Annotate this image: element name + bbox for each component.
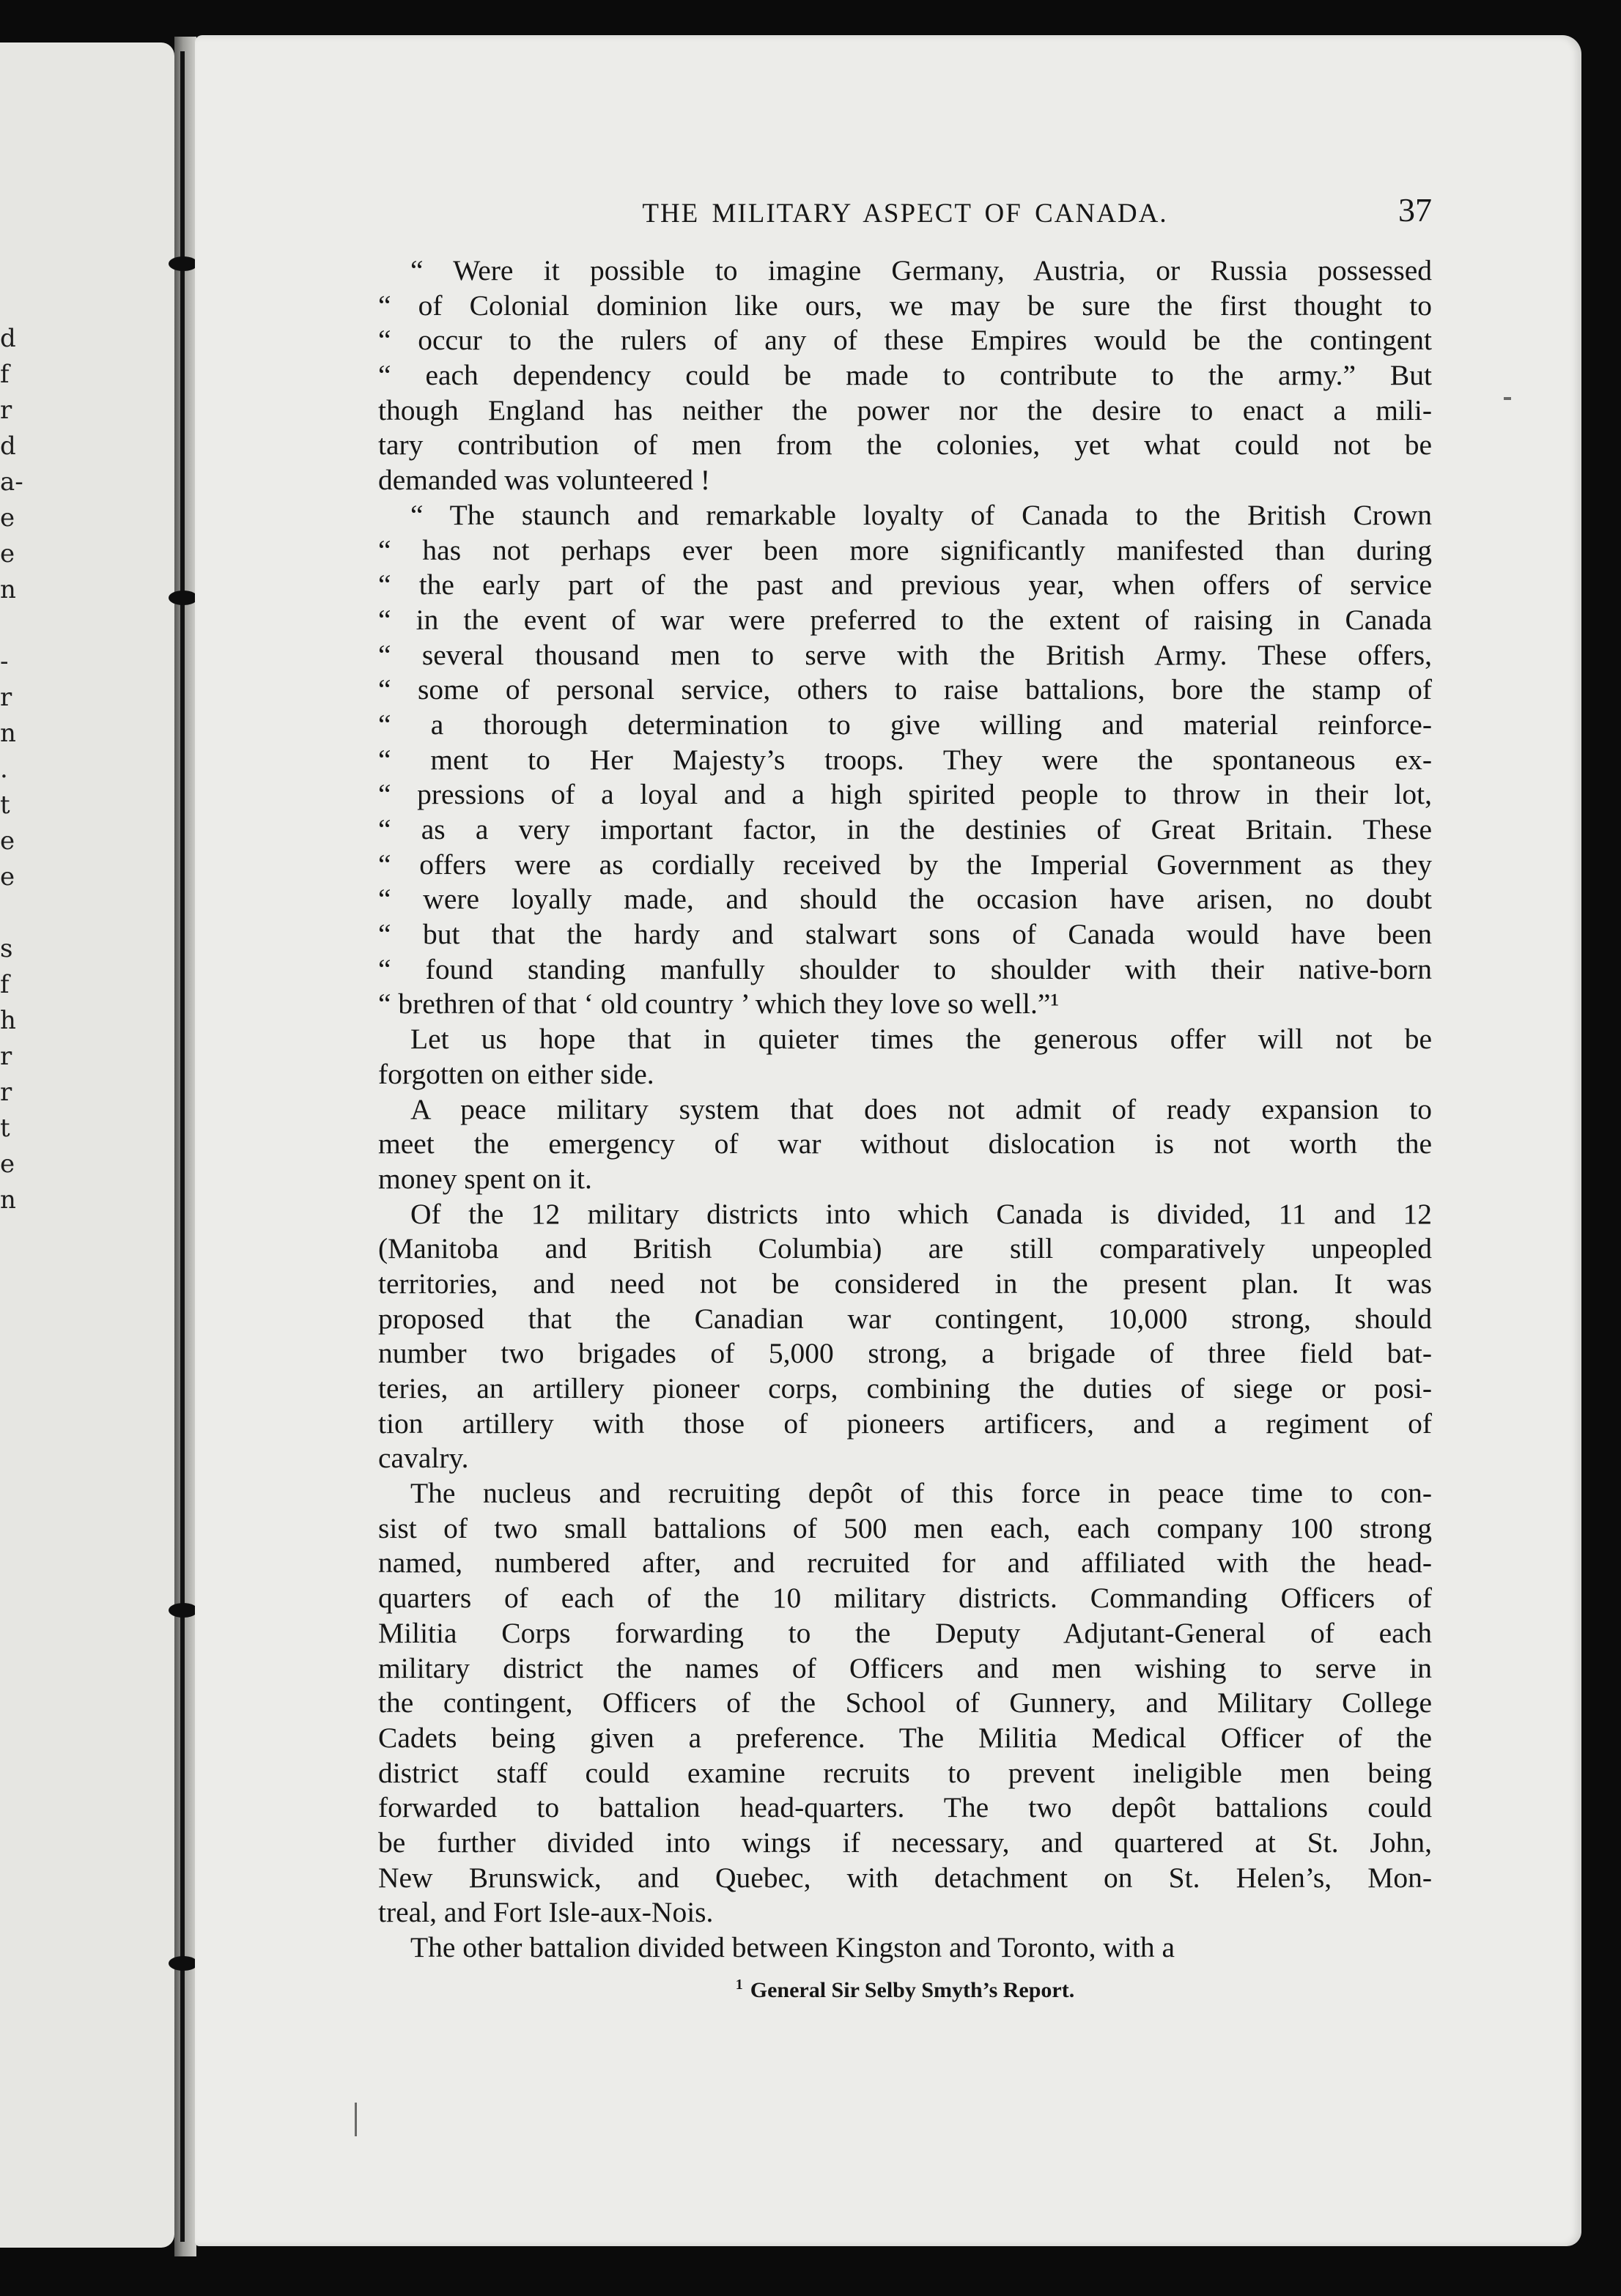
text-line: “ several thousand men to serve with the British Army. These offers, <box>378 638 1432 671</box>
text-line: “ as a very important factor, in the destinies of Great Britain. These <box>378 813 1432 845</box>
text-line: “ offers were as cordially received by the Imperial Government as they <box>378 848 1432 881</box>
text-line: territories, and need not be considered in the present plan. It was <box>378 1267 1432 1300</box>
page-number: 37 <box>1398 191 1432 229</box>
text-line: Militia Corps forwarding to the Deputy Adjutant-General of each <box>378 1616 1432 1649</box>
text-line: tary contribution of men from the colonies, yet what could not be <box>378 429 1432 462</box>
facing-page-letter: . <box>0 755 8 784</box>
text-line: “ found standing manfully shoulder to shoulder with their native-born <box>378 952 1432 985</box>
facing-page-letter: d <box>0 432 16 461</box>
text-line: named, numbered after, and recruited for and affiliated with the head- <box>378 1547 1432 1580</box>
text-line: money spent on it. <box>378 1162 592 1195</box>
text-line: be further divided into wings if necessary, and quartered at St. John, <box>378 1826 1432 1859</box>
facing-page-letter: t <box>0 1114 10 1143</box>
text-line: New Brunswick, and Quebec, with detachment on St. Helen’s, Mon- <box>378 1861 1432 1894</box>
text-line: “ ment to Her Majesty’s troops. They were the spontaneous ex- <box>378 743 1432 776</box>
text-line: “ brethren of that ‘ old country ’ which they love so well.”¹ <box>378 988 1060 1021</box>
text-line: Let us hope that in quieter times the generous offer will not be <box>410 1023 1432 1056</box>
text-line: “ of Colonial dominion like ours, we may be sure the first thought to <box>378 289 1432 322</box>
text-line: though England has neither the power nor the desire to enact a mili- <box>378 393 1432 426</box>
text-line: (Manitoba and British Columbia) are still comparatively unpeopled <box>378 1232 1432 1265</box>
binding-gutter <box>174 37 196 2256</box>
text-line: The other battalion divided between Kingston and Toronto, with a <box>410 1931 1175 1963</box>
facing-page-letter: n <box>0 1185 16 1215</box>
footnote-text: General Sir Selby Smyth’s Report. <box>750 1977 1075 2002</box>
facing-page-letter: s <box>0 934 13 963</box>
text-line: demanded was volunteered ! <box>378 464 710 497</box>
facing-page-sliver <box>0 42 174 2248</box>
stray-ink-mark <box>1504 397 1511 400</box>
facing-page-letter: e <box>0 503 15 533</box>
facing-page-letter: e <box>0 539 15 569</box>
facing-page-letters <box>0 321 23 1218</box>
text-line: “ has not perhaps ever been more significantly manifested than during <box>378 533 1432 566</box>
text-line: the contingent, Officers of the School of Gunnery, and Military College <box>378 1686 1432 1719</box>
text-line: Cadets being given a preference. The Militia Medical Officer of the <box>378 1721 1432 1754</box>
page-text <box>378 188 1432 2005</box>
running-head-title: THE MILITARY ASPECT OF CANADA. <box>642 199 1168 229</box>
text-line: number two brigades of 5,000 strong, a brigade of three field bat- <box>378 1337 1432 1370</box>
stray-ink-mark <box>355 2103 357 2136</box>
text-line: treal, and Fort Isle-aux-Nois. <box>378 1896 714 1929</box>
text-line: tion artillery with those of pioneers artificers, and a regiment of <box>378 1407 1432 1440</box>
text-line: teries, an artillery pioneer corps, combining the duties of siege or posi- <box>378 1372 1432 1404</box>
facing-page-letter <box>0 895 16 931</box>
facing-page-letter: d <box>0 324 16 353</box>
facing-page-letter: n <box>0 575 16 604</box>
facing-page-letter: r <box>0 1078 12 1107</box>
text-line: A peace military system that does not admit of ready expansion to <box>410 1092 1432 1125</box>
facing-page-letter: e <box>0 862 15 892</box>
text-line: quarters of each of the 10 military districts. Commanding Officers of <box>378 1582 1432 1615</box>
facing-page-letter: e <box>0 826 15 856</box>
body-text <box>378 253 1432 1966</box>
running-head <box>378 188 1432 253</box>
facing-page-letter: r <box>0 683 12 712</box>
stitch-knot <box>169 590 198 605</box>
stitch-knot <box>169 1603 198 1618</box>
text-line: “ but that the hardy and stalwart sons of Canada would have been <box>378 918 1432 951</box>
facing-page-letter: e <box>0 1149 15 1179</box>
text-line: sist of two small battalions of 500 men each, each company 100 strong <box>378 1511 1432 1544</box>
facing-page-letter: r <box>0 1042 12 1071</box>
text-line: meet the emergency of war without dislocation is not worth the <box>378 1127 1432 1160</box>
text-line: “ occur to the rulers of any of these Empires would be the contingent <box>378 324 1432 357</box>
text-line: “ some of personal service, others to raise battalions, bore the stamp of <box>378 673 1432 706</box>
facing-page-letter: a- <box>0 467 23 497</box>
text-line: cavalry. <box>378 1442 469 1475</box>
facing-page-letter: - <box>0 647 9 676</box>
text-line: forgotten on either side. <box>378 1057 654 1090</box>
binding-thread <box>180 51 185 2242</box>
facing-page-letter <box>0 608 16 644</box>
facing-page-letter: f <box>0 970 10 999</box>
text-line: “ Were it possible to imagine Germany, Austria, or Russia possessed <box>410 254 1432 286</box>
text-line: proposed that the Canadian war contingent, 10,000 strong, should <box>378 1302 1432 1335</box>
text-line: The nucleus and recruiting depôt of this force in peace time to con- <box>410 1477 1432 1510</box>
facing-page-letter: f <box>0 360 10 389</box>
text-line: “ pressions of a loyal and a high spirited people to throw in their lot, <box>378 778 1432 811</box>
facing-page-letter: t <box>0 790 10 820</box>
text-line: “ the early part of the past and previous year, when offers of service <box>378 569 1432 601</box>
book-page <box>195 35 1581 2246</box>
text-line: district staff could examine recruits to prevent ineligible men being <box>378 1756 1432 1789</box>
stitch-knot <box>169 256 198 271</box>
facing-page-letter: h <box>0 1006 16 1035</box>
text-line: forwarded to battalion head-quarters. The two depôt battalions could <box>378 1791 1432 1824</box>
text-line: military district the names of Officers and men wishing to serve in <box>378 1651 1432 1684</box>
text-line: “ were loyally made, and should the occasion have arisen, no doubt <box>378 883 1432 916</box>
text-line: “ in the event of war were preferred to the extent of raising in Canada <box>378 603 1432 636</box>
stitch-knot <box>169 1956 198 1971</box>
footnote-marker: 1 <box>735 1976 743 1993</box>
footnote <box>378 1970 1432 2005</box>
text-line: Of the 12 military districts into which Canada is divided, 11 and 12 <box>410 1197 1432 1230</box>
facing-page-letter: n <box>0 719 16 748</box>
text-line: “ each dependency could be made to contribute to the army.” But <box>378 359 1432 392</box>
facing-page-letter: r <box>0 396 12 425</box>
text-line: “ a thorough determination to give willing and material reinforce- <box>378 708 1432 741</box>
text-line: “ The staunch and remarkable loyalty of Canada to the British Crown <box>410 498 1432 531</box>
